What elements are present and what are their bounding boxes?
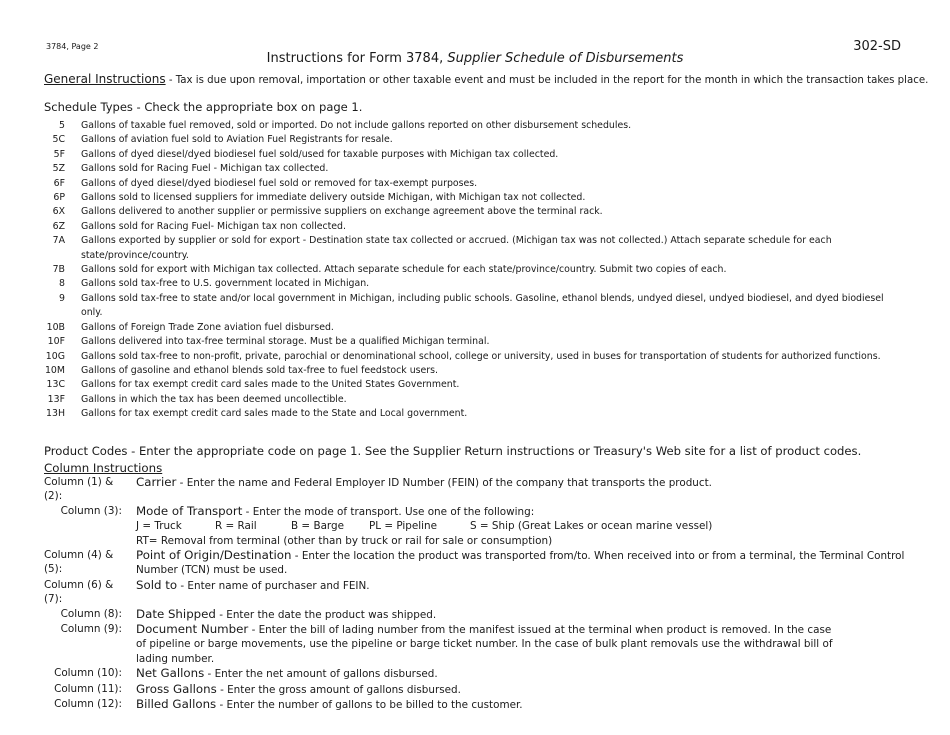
column-field-name: Date Shipped	[136, 606, 216, 621]
schedule-code: 10F	[47, 336, 65, 348]
column-field-name: Point of Origin/Destination	[136, 548, 292, 563]
column-field-name: Document Number	[136, 622, 249, 637]
schedule-type-row	[36, 292, 926, 321]
column-label: Column (12):	[54, 698, 122, 711]
column-field-text: - Enter the gross amount of gallons disbursed.	[216, 683, 461, 696]
column-label: Column (9):	[60, 623, 122, 636]
schedule-description: Gallons of dyed diesel/dyed biodiesel fuel sold/used for taxable purposes with Michigan tax collected.	[81, 148, 559, 160]
schedule-code: 9	[59, 292, 65, 304]
schedule-description: Gallons sold for Racing Fuel - Michigan tax collected.	[81, 163, 329, 175]
schedule-description: Gallons in which the tax has been deemed uncollectible.	[81, 393, 347, 405]
column-field-text: - Enter the date the product was shipped.	[215, 608, 437, 621]
schedule-code: 10G	[45, 350, 65, 362]
schedule-code: 13H	[46, 408, 65, 420]
schedule-code: 7B	[52, 264, 65, 276]
schedule-description: Gallons for tax exempt credit card sales made to the State and Local government.	[81, 408, 468, 420]
schedule-description: Gallons sold tax-free to U.S. government located in Michigan.	[81, 278, 370, 290]
column-field-text: - Enter name of purchaser and FEIN.	[177, 579, 370, 592]
schedule-type-row	[36, 177, 926, 191]
schedule-type-row	[36, 393, 926, 407]
column-field-name: Carrier	[136, 475, 177, 489]
schedule-description: Gallons sold for Racing Fuel- Michigan tax non collected.	[81, 220, 346, 232]
schedule-type-row	[36, 335, 926, 349]
schedule-type-row	[36, 133, 926, 147]
form-code: 302-SD	[853, 39, 901, 54]
transport-mode-rt-row	[0, 534, 950, 548]
schedule-type-row	[36, 277, 926, 291]
column-description	[136, 622, 836, 666]
column-row-9	[0, 622, 950, 666]
schedule-type-row	[36, 220, 926, 234]
schedule-code: 6X	[52, 206, 65, 218]
schedule-description: Gallons of Foreign Trade Zone aviation fuel disbursed.	[81, 321, 334, 333]
schedule-type-row	[36, 378, 926, 392]
column-label: Column (1) & (2):	[44, 476, 114, 503]
schedule-description: Gallons sold tax-free to state and/or local government in Michigan, including public schools. Gasoline, ethanol blends, undyed diesel, undyed biodiesel, and dyed biodiesel only.	[81, 292, 884, 319]
schedule-code: 13F	[47, 393, 65, 405]
schedule-code: 10M	[44, 364, 65, 376]
schedule-code: 6P	[53, 192, 65, 204]
mode-ship: S = Ship (Great Lakes or ocean marine vessel)	[470, 520, 713, 533]
schedule-description: Gallons of dyed diesel/dyed biodiesel fuel sold or removed for tax-exempt purposes.	[81, 177, 478, 189]
transport-modes	[136, 519, 906, 533]
schedule-type-row	[36, 350, 926, 364]
schedule-description: Gallons for tax exempt credit card sales made to the United States Government.	[81, 379, 460, 391]
schedule-types-list	[36, 119, 926, 422]
schedule-type-row	[36, 263, 926, 277]
column-instructions-list	[0, 475, 950, 713]
schedule-type-row	[36, 191, 926, 205]
column-description	[136, 548, 906, 578]
schedule-code: 5Z	[52, 163, 65, 175]
mode-barge: B = Barge	[291, 520, 345, 533]
schedule-description: Gallons of gasoline and ethanol blends sold tax-free to fuel feedstock users.	[81, 364, 439, 376]
column-label: Column (3):	[60, 504, 122, 517]
column-description	[136, 504, 906, 519]
general-instructions-label: General Instructions	[44, 72, 166, 86]
schedule-code: 5C	[52, 134, 65, 146]
schedule-type-row	[36, 205, 926, 219]
schedule-description: Gallons sold tax-free to non-profit, private, parochial or denominational school, college or university, used in buses for transportation of students for authorized functions.	[81, 350, 881, 362]
schedule-description: Gallons sold to licensed suppliers for immediate delivery outside Michigan, with Michigan tax not collected.	[81, 192, 586, 204]
column-field-text: - Enter the name and Federal Employer ID Number (FEIN) of the company that transports the product.	[176, 477, 712, 489]
mode-rail: R = Rail	[215, 520, 257, 533]
column-description	[136, 666, 906, 681]
column-label: Column (10):	[54, 667, 122, 680]
page-title	[0, 51, 950, 66]
column-row-3	[0, 504, 950, 519]
column-instructions-heading: Column Instructions	[44, 461, 163, 475]
column-field-text: - Enter the bill of lading number from the manifest issued at the terminal when product is removed. In the case of pipeline or barge movements, use the pipeline or barge ticket number. In the case of bulk plant removals use the withdrawal bill of lading number.	[136, 624, 833, 665]
column-label: Column (4) & (5):	[44, 549, 114, 576]
column-row-10	[0, 666, 950, 681]
schedule-description: Gallons of taxable fuel removed, sold or imported. Do not include gallons reported on other disbursement schedules.	[81, 120, 632, 131]
column-description	[136, 607, 906, 622]
schedule-description: Gallons of aviation fuel sold to Aviation Fuel Registrants for resale.	[81, 134, 393, 146]
mode-removal-terminal: RT= Removal from terminal (other than by truck or rail for sale or consumption)	[136, 534, 553, 547]
title-prefix: Instructions for Form 3784,	[266, 51, 448, 66]
column-description	[136, 697, 906, 712]
product-codes-note: Product Codes - Enter the appropriate code on page 1. See the Supplier Return instructions or Treasury's Web site for a list of product codes.	[44, 444, 862, 458]
mode-pipeline: PL = Pipeline	[369, 520, 438, 533]
schedule-type-row	[36, 234, 926, 263]
schedule-code: 10B	[46, 321, 65, 333]
column-description	[136, 475, 906, 504]
column-description	[136, 682, 906, 697]
column-label: Column (6) & (7):	[44, 578, 114, 606]
column-row-8	[0, 607, 950, 622]
schedule-description: Gallons sold for export with Michigan tax collected. Attach separate schedule for each state/province/country. Submit two copies of each.	[81, 264, 727, 276]
column-field-text: - Enter the mode of transport. Use one of the following:	[242, 505, 535, 518]
column-field-name: Mode of Transport	[136, 503, 243, 518]
schedule-type-row	[36, 148, 926, 162]
schedule-code: 13C	[46, 379, 65, 391]
transport-modes-row	[0, 519, 950, 533]
title-form-name: Supplier Schedule of Disbursements	[447, 51, 684, 66]
column-field-name: Net Gallons	[136, 666, 205, 681]
schedule-code: 7A	[52, 235, 65, 247]
schedule-code: 5	[59, 120, 65, 131]
column-row-12	[0, 697, 950, 712]
column-label: Column (8):	[60, 607, 122, 620]
schedule-type-row	[36, 407, 926, 421]
column-field-text: - Enter the location the product was transported from/to. When received into or from a terminal, the Terminal Control Number (TCN) must be used.	[136, 550, 905, 577]
schedule-type-row	[36, 119, 926, 133]
column-row-11	[0, 682, 950, 697]
column-row-4-5	[0, 548, 950, 578]
column-row-6-7	[0, 578, 950, 607]
column-field-name: Gross Gallons	[136, 681, 217, 696]
schedule-code: 8	[59, 278, 65, 290]
schedule-type-row	[36, 321, 926, 335]
schedule-code: 5F	[53, 148, 65, 160]
schedule-description: Gallons exported by supplier or sold for export - Destination state tax collected or accrued. (Michigan tax was not collected.) Attach separate schedule for each state/province/country.	[81, 235, 832, 261]
column-field-name: Billed Gallons	[136, 697, 217, 712]
schedule-description: Gallons delivered into tax-free terminal storage. Must be a qualified Michigan terminal.	[81, 336, 490, 348]
column-label: Column (11):	[54, 682, 122, 695]
schedule-types-heading: Schedule Types - Check the appropriate box on page 1.	[44, 100, 363, 114]
schedule-code: 6Z	[52, 220, 65, 232]
column-field-text: - Enter the number of gallons to be billed to the customer.	[216, 699, 523, 712]
page-reference: 3784, Page 2	[46, 42, 99, 51]
column-field-text: - Enter the net amount of gallons disbursed.	[204, 668, 438, 681]
schedule-code: 6F	[53, 177, 65, 189]
schedule-type-row	[36, 162, 926, 176]
column-row-1-2	[0, 475, 950, 504]
schedule-type-row	[36, 364, 926, 378]
column-field-name: Sold to	[136, 577, 178, 592]
general-instructions	[44, 72, 928, 86]
mode-truck: J = Truck	[136, 520, 182, 533]
column-description	[136, 578, 906, 607]
general-instructions-text: - Tax is due upon removal, importation or other taxable event and must be included in the report for the month in which the transaction takes place.	[165, 75, 929, 86]
schedule-description: Gallons delivered to another supplier or permissive suppliers on exchange agreement above the terminal rack.	[81, 206, 603, 218]
